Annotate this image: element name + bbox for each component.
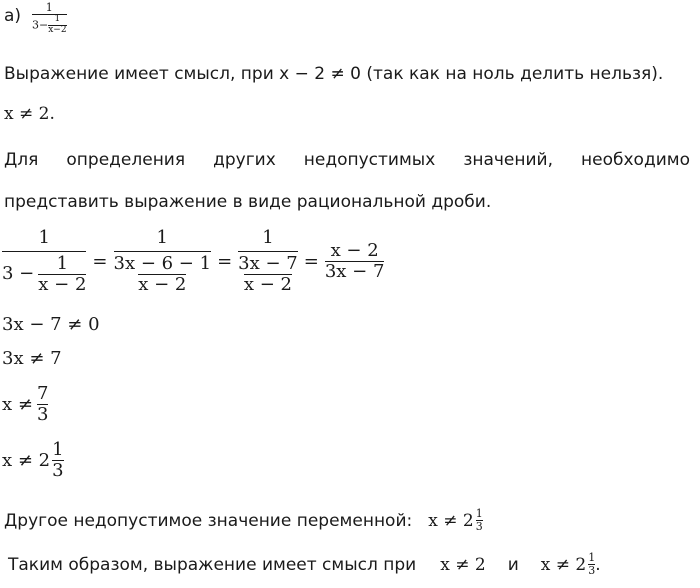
step-2: 3x ≠ 7 bbox=[2, 348, 62, 369]
step-3-left: x ≠ bbox=[2, 393, 33, 415]
initial-denominator bbox=[32, 14, 67, 36]
final-period: . bbox=[595, 554, 601, 575]
step-3-den: 3 bbox=[36, 403, 49, 425]
paragraph-line-2: представить выражение в виде рациональной дроби. bbox=[4, 192, 492, 212]
initial-numerator: 1 bbox=[45, 1, 53, 14]
final-expr-1: x ≠ 2 bbox=[440, 554, 486, 575]
initial-inner-den: x−2 bbox=[48, 24, 67, 35]
step-4 bbox=[2, 440, 64, 481]
chain-f4-num: x − 2 bbox=[330, 239, 379, 261]
word: значений, bbox=[463, 150, 554, 170]
step-1: 3x − 7 ≠ 0 bbox=[2, 314, 100, 335]
fraction-chain bbox=[2, 228, 384, 294]
part-label: а) bbox=[4, 6, 22, 26]
paragraph-line-1 bbox=[4, 150, 690, 170]
initial-expression bbox=[32, 2, 67, 36]
chain-fraction-4 bbox=[325, 241, 385, 282]
chain-f2-den-num: 3x − 6 − 1 bbox=[113, 252, 212, 274]
chain-f3-den-num: 3x − 7 bbox=[238, 252, 298, 274]
x-not-two-line: x ≠ 2. bbox=[4, 104, 55, 124]
final-num: 1 bbox=[588, 551, 596, 564]
chain-f2-den-den: x − 2 bbox=[138, 273, 187, 295]
step-3 bbox=[2, 384, 48, 425]
chain-f3-den-den: x − 2 bbox=[243, 273, 293, 295]
equals-sign: = bbox=[217, 250, 233, 272]
other-text: Другое недопустимое значение переменной: bbox=[4, 510, 413, 531]
initial-inner-num: 1 bbox=[54, 14, 61, 25]
equals-sign: = bbox=[303, 250, 319, 272]
other-num: 1 bbox=[475, 507, 483, 520]
chain-fraction-2 bbox=[114, 228, 212, 294]
chain-fraction-3 bbox=[238, 228, 298, 294]
final-and: и bbox=[507, 554, 519, 575]
initial-den-left: 3− bbox=[32, 18, 49, 32]
other-invalid-line bbox=[4, 508, 483, 533]
step-3-num: 7 bbox=[36, 383, 49, 404]
step-4-den: 3 bbox=[52, 459, 64, 481]
chain-f1-inner-num: 1 bbox=[56, 252, 69, 274]
domain-condition-line: Выражение имеет смысл, при x − 2 ≠ 0 (так как на ноль делить нельзя). bbox=[4, 64, 664, 84]
chain-fraction-1 bbox=[2, 228, 86, 294]
word: недопустимых bbox=[303, 150, 436, 170]
chain-f2-num: 1 bbox=[156, 227, 168, 248]
other-expr: x ≠ 2 bbox=[428, 510, 474, 531]
word: Для bbox=[4, 150, 39, 170]
chain-f1-inner-den: x − 2 bbox=[38, 273, 87, 295]
chain-f1-den bbox=[2, 251, 86, 295]
final-den: 3 bbox=[588, 564, 596, 578]
other-den: 3 bbox=[475, 520, 483, 534]
chain-f1-den-left: 3 − bbox=[2, 263, 35, 285]
word: других bbox=[213, 150, 276, 170]
equals-sign: = bbox=[92, 250, 108, 272]
step-4-num: 1 bbox=[52, 439, 64, 460]
chain-f4-den: 3x − 7 bbox=[324, 260, 385, 282]
final-text: Таким образом, выражение имеет смысл при bbox=[8, 554, 417, 575]
word: необходимо bbox=[581, 150, 690, 170]
step-4-left: x ≠ 2 bbox=[2, 449, 51, 471]
chain-f1-num: 1 bbox=[38, 227, 50, 248]
conclusion-line bbox=[8, 552, 601, 577]
final-expr-2: x ≠ 2 bbox=[540, 554, 587, 575]
word: определения bbox=[66, 150, 186, 170]
chain-f3-num: 1 bbox=[262, 227, 274, 248]
